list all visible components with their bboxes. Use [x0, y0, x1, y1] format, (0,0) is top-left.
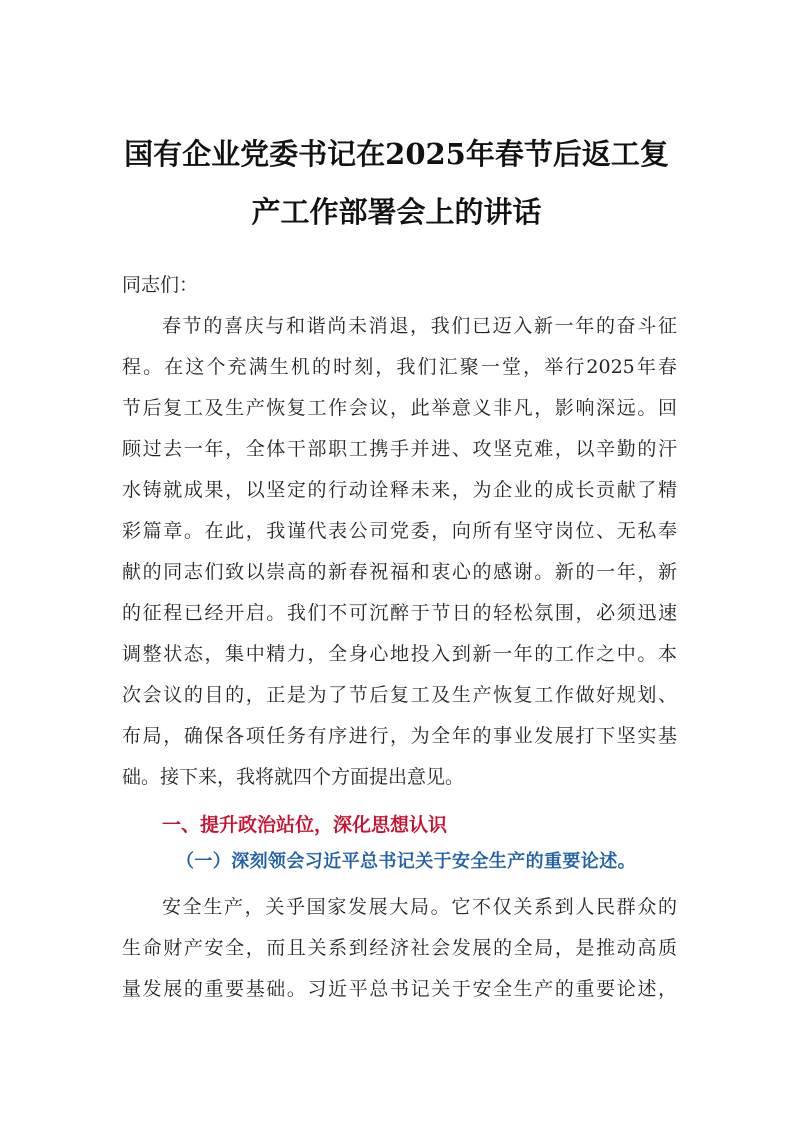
paragraph-1-line: 献的同志们致以崇高的新春祝福和衷心的感谢。新的一年，新 — [122, 561, 677, 583]
paragraph-1-line: 顾过去一年，全体干部职工携手并进、攻坚克难，以辛勤的汗 — [122, 438, 677, 460]
paragraph-1-line: 节后复工及生产恢复工作会议，此举意义非凡，影响深远。回 — [122, 397, 677, 419]
document-title-line-2: 产工作部署会上的讲话 — [251, 195, 542, 229]
paragraph-2-line: 生命财产安全，而且关系到经济社会发展的全局，是推动高质 — [122, 937, 677, 959]
paragraph-2-line: 量发展的重要基础。习近平总书记关于安全生产的重要论述， — [122, 978, 677, 1000]
paragraph-1-line: 次会议的目的，正是为了节后复工及生产恢复工作做好规划、 — [122, 684, 677, 706]
subsection-heading-1: （一）深刻领会习近平总书记关于安全生产的重要论述。 — [176, 851, 636, 872]
paragraph-1-line: 春节的喜庆与和谐尚未消退，我们已迈入新一年的奋斗征 — [162, 315, 677, 337]
paragraph-1-line: 彩篇章。在此，我谨代表公司党委，向所有坚守岗位、无私奉 — [122, 520, 677, 542]
section-heading-1: 一、提升政治站位，深化思想认识 — [162, 814, 448, 836]
paragraph-1-line: 础。接下来，我将就四个方面提出意见。 — [122, 766, 465, 788]
salutation: 同志们： — [122, 274, 199, 296]
paragraph-1-line: 调整状态，集中精力，全身心地投入到新一年的工作之中。本 — [122, 643, 677, 665]
document-title-line-1: 国有企业党委书记在2025年春节后返工复 — [124, 137, 669, 171]
paragraph-1-line: 程。在这个充满生机的时刻，我们汇聚一堂，举行2025年春 — [122, 356, 677, 378]
paragraph-1-line: 布局，确保各项任务有序进行，为全年的事业发展打下坚实基 — [122, 725, 677, 747]
paragraph-1-line: 水铸就成果，以坚定的行动诠释未来，为企业的成长贡献了精 — [122, 479, 677, 501]
paragraph-2-line: 安全生产，关乎国家发展大局。它不仅关系到人民群众的 — [162, 896, 677, 918]
paragraph-1-line: 的征程已经开启。我们不可沉醉于节日的轻松氛围，必须迅速 — [122, 602, 677, 624]
